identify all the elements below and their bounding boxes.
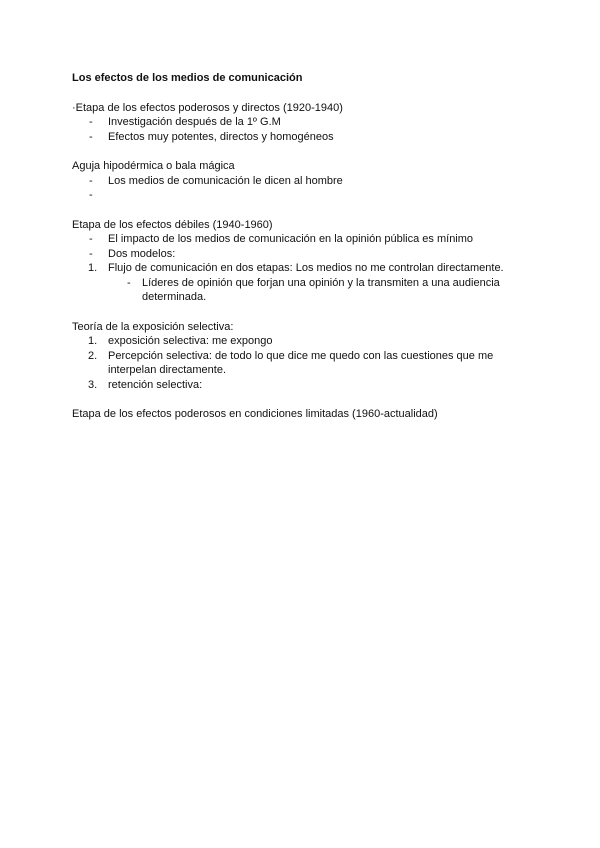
list-item-text: Líderes de opinión que forjan una opinión y la transmiten a una audiencia determinada. (142, 276, 500, 303)
dash-bullet: - (89, 130, 93, 143)
list-item (72, 232, 532, 247)
dash-bullet: - (89, 233, 93, 245)
spacer (72, 144, 532, 159)
spacer (72, 305, 532, 320)
list-item (72, 130, 532, 145)
dash-bullet: - (89, 174, 93, 187)
numbered-item (72, 378, 532, 393)
section-heading: Teoría de la exposición selectiva: (72, 320, 234, 333)
section-efectos-poderosos-directos (72, 101, 532, 145)
list-item-text: exposición selectiva: me expongo (108, 335, 273, 347)
section-aguja-hipodermica (72, 159, 532, 203)
section-heading: ·Etapa de los efectos poderosos y directos (1920-1940) (72, 101, 343, 114)
list-item-text: Los medios de comunicación le dicen al hombre (108, 174, 343, 187)
list-item-text: El impacto de los medios de comunicación en la opinión pública es mínimo (108, 233, 474, 245)
list-item-text: Flujo de comunicación en dos etapas: Los medios no me controlan directamente. (108, 262, 504, 274)
numbered-item (72, 349, 508, 378)
list-item-text: Percepción selectiva: de todo lo que dice me quedo con las cuestiones que me interpelan directamente. (108, 349, 494, 376)
spacer (72, 392, 532, 407)
sub-list-item (72, 276, 532, 305)
dash-bullet: - (127, 276, 131, 289)
document-body (72, 71, 532, 422)
section-condiciones-limitadas (72, 407, 532, 422)
list-item (72, 174, 532, 189)
list-item (72, 247, 532, 262)
numbered-item (72, 261, 532, 276)
list-item-empty (72, 188, 532, 203)
list-item-text: retención selectiva: (108, 378, 203, 391)
spacer (72, 86, 532, 101)
list-number: 3. (88, 378, 98, 391)
document-title: Los efectos de los medios de comunicación (72, 72, 303, 84)
dash-bullet: - (89, 116, 93, 128)
section-efectos-debiles (72, 218, 532, 305)
dash-bullet: - (89, 189, 93, 201)
spacer (72, 203, 532, 218)
dash-bullet: - (89, 247, 93, 260)
list-item-text: Investigación después de la 1º G.M (108, 116, 281, 128)
section-heading: Etapa de los efectos débiles (1940-1960) (72, 218, 273, 231)
list-number: 1. (88, 335, 98, 347)
numbered-item (72, 334, 532, 349)
section-heading: Aguja hipodérmica o bala mágica (72, 160, 235, 172)
list-number: 2. (88, 349, 98, 362)
section-exposicion-selectiva (72, 320, 532, 393)
list-item-text: Efectos muy potentes, directos y homogéneos (108, 130, 334, 143)
list-item (72, 115, 532, 130)
list-item-text: Dos modelos: (108, 247, 176, 260)
section-heading: Etapa de los efectos poderosos en condiciones limitadas (1960-actualidad) (72, 408, 438, 420)
list-item-text (108, 189, 111, 201)
list-number: 1. (88, 262, 98, 274)
